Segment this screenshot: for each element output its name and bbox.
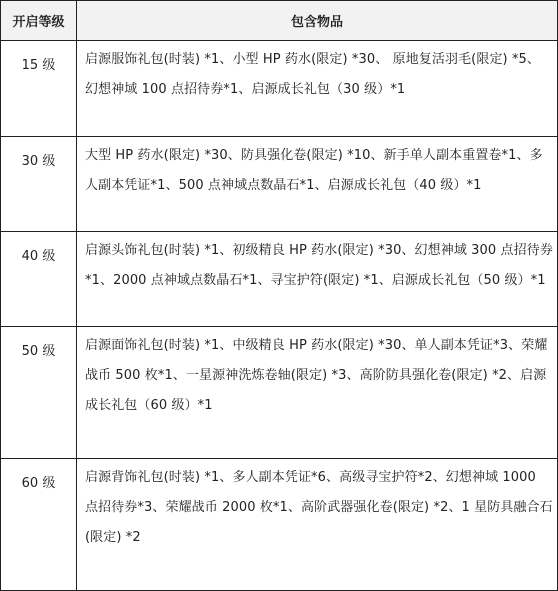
header-items: 包含物品 bbox=[77, 1, 558, 41]
header-row bbox=[1, 1, 558, 41]
table-row bbox=[1, 232, 558, 327]
level-cell: 40 级 bbox=[1, 232, 77, 327]
table-row bbox=[1, 459, 558, 591]
header-level: 开启等级 bbox=[1, 1, 77, 41]
table-row bbox=[1, 41, 558, 137]
items-cell: 大型 HP 药水(限定) *30、防具强化卷(限定) *10、新手单人副本重置卷*1、多人副本凭证*1、500 点神域点数晶石*1、启源成长礼包（40 级）*1 bbox=[77, 137, 558, 232]
level-cell: 60 级 bbox=[1, 459, 77, 591]
items-cell: 启源头饰礼包(时装) *1、初级精良 HP 药水(限定) *30、幻想神域 300 点招待券*1、2000 点神域点数晶石*1、寻宝护符(限定) *1、启源成长礼包（50 级）*1 bbox=[77, 232, 558, 327]
items-cell: 启源面饰礼包(时装) *1、中级精良 HP 药水(限定) *30、单人副本凭证*3、荣耀战币 500 枚*1、一星源神洗炼卷轴(限定) *3、高阶防具强化卷(限定) *2、启源成长礼包（60 级）*1 bbox=[77, 327, 558, 459]
level-cell: 30 级 bbox=[1, 137, 77, 232]
items-cell: 启源背饰礼包(时装) *1、多人副本凭证*6、高级寻宝护符*2、幻想神域 1000 点招待券*3、荣耀战币 2000 枚*1、高阶武器强化卷(限定) *2、1 星防具融合石(限定) *2 bbox=[77, 459, 558, 591]
table-row bbox=[1, 137, 558, 232]
level-cell: 50 级 bbox=[1, 327, 77, 459]
items-cell: 启源服饰礼包(时装) *1、小型 HP 药水(限定) *30、 原地复活羽毛(限定) *5、幻想神域 100 点招待券*1、启源成长礼包（30 级）*1 bbox=[77, 41, 558, 137]
table-row bbox=[1, 327, 558, 459]
level-cell: 15 级 bbox=[1, 41, 77, 137]
